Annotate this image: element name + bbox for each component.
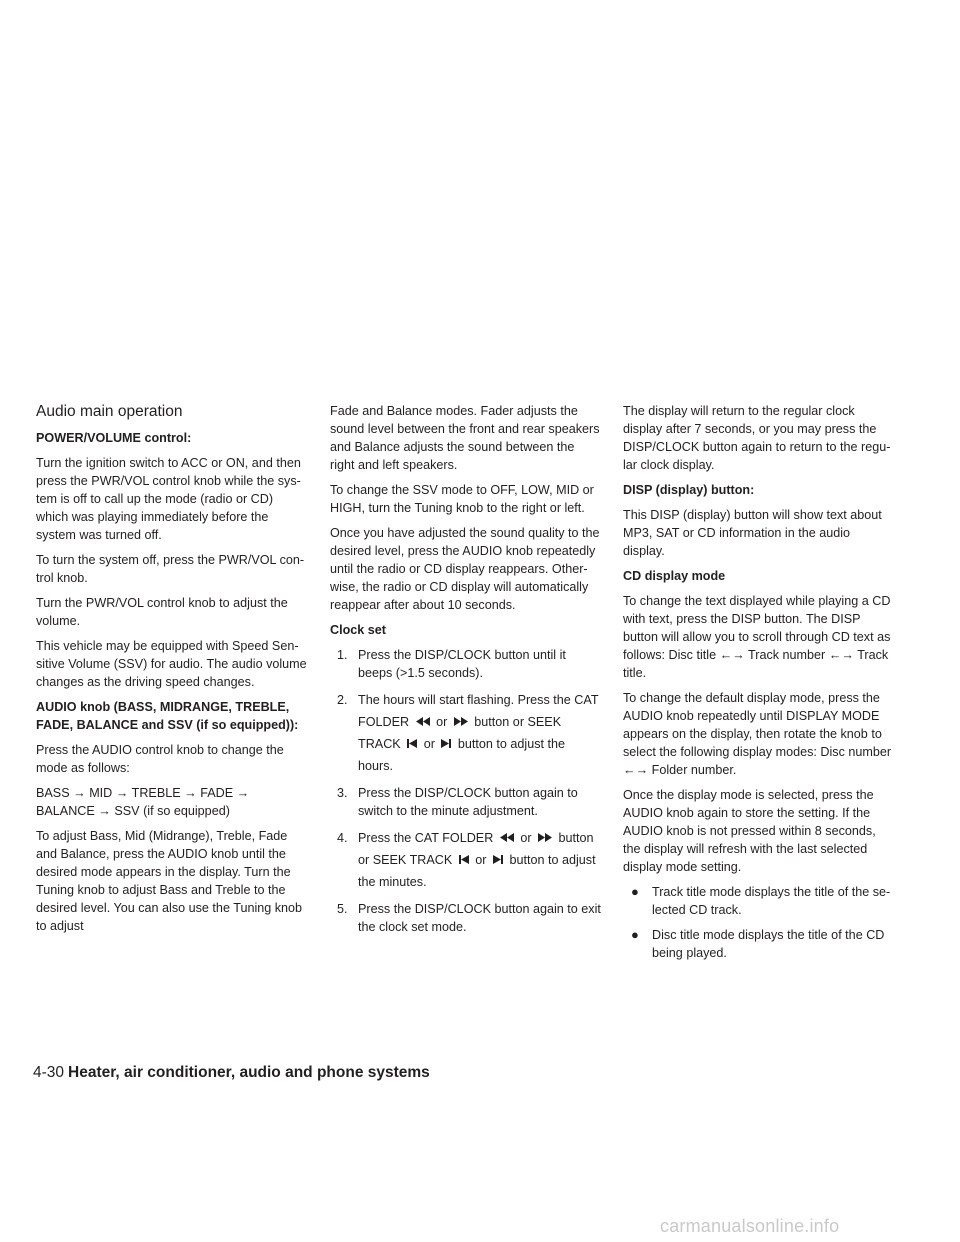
or-label: or (475, 853, 487, 867)
bullet-text: Disc title mode displays the title of the CD being played. (652, 928, 885, 960)
bullet-text: Track title mode displays the title of the se- lected CD track. (652, 885, 891, 917)
or-label: or (520, 831, 532, 845)
step-text: button or SEEK TRACK (358, 831, 594, 867)
column-3 (623, 402, 895, 969)
paragraph: To change the default display mode, press the AUDIO knob repeatedly until DISPLAY MODE appears on the display, then rotate the knob to select the following display modes: Disc number ←→ Folder number. (623, 691, 892, 777)
disp-button-heading: DISP (display) button: (623, 483, 755, 497)
step-number: 1. (337, 648, 348, 662)
audio-knob-heading: AUDIO knob (BASS, MIDRANGE, TREBLE, FADE, BALANCE and SSV (if so equipped)): (36, 700, 299, 732)
watermark: carmanualsonline.info (660, 1216, 840, 1236)
column-2 (330, 402, 602, 943)
power-volume-heading: POWER/VOLUME control: (36, 431, 192, 445)
paragraph: To adjust Bass, Mid (Midrange), Treble, Fade and Balance, press the AUDIO knob until the desired mode appears in the display. Turn the Tuning knob to adjust Bass and Treble to the desired level. You can also use the Tuning knob to adjust (36, 829, 303, 933)
step-number: 2. (337, 693, 348, 707)
page-number: 4-30 (33, 1064, 65, 1081)
paragraph: This vehicle may be equipped with Speed Sen- sitive Volume (SSV) for audio. The audio volume changes as the driving speed changes. (36, 639, 307, 689)
step-text: button or SEEK TRACK (358, 715, 562, 751)
rewind-icon (416, 717, 430, 726)
list-item (623, 926, 895, 962)
step-text: Press the CAT FOLDER (358, 831, 494, 845)
clock-set-heading: Clock set (330, 623, 386, 637)
paragraph: Fade and Balance modes. Fader adjusts the sound level between the front and rear speakers and Balance adjusts the sound between the right and left speakers. (330, 404, 600, 472)
step-text: button to adjust the hours. (358, 737, 566, 773)
fast-forward-icon (538, 833, 552, 842)
step-number: 3. (337, 786, 348, 800)
list-item (623, 883, 895, 919)
seek-forward-icon (493, 855, 503, 864)
bullet-dot-icon: ● (631, 884, 639, 899)
paragraph: This DISP (display) button will show text about MP3, SAT or CD information in the audio display. (623, 508, 882, 558)
step-number: 4. (337, 831, 348, 845)
or-label: or (423, 737, 435, 751)
section-title: Audio main operation (36, 403, 183, 420)
seek-back-icon (407, 739, 417, 748)
step-item (330, 689, 602, 777)
step-text: The hours will start flashing. Press the CAT FOLDER (358, 693, 599, 729)
paragraph: To turn the system off, press the PWR/VOL con- trol knob. (36, 553, 305, 585)
step-text: Press the DISP/CLOCK button again to exit the clock set mode. (358, 902, 601, 934)
paragraph: To change the text displayed while playing a CD with text, press the DISP button. The DISP button will allow you to scroll through CD text as follows: Disc title ←→ Track number ←→ Track title. (623, 594, 891, 680)
step-number: 5. (337, 902, 348, 916)
paragraph: The display will return to the regular clock display after 7 seconds, or you may press the DISP/CLOCK button again to return to the regu- lar clock display. (623, 404, 891, 472)
or-label: or (436, 715, 448, 729)
clock-set-steps (330, 646, 602, 936)
step-item (330, 784, 602, 820)
step-text: button to adjust the minutes. (358, 853, 596, 889)
paragraph: Turn the ignition switch to ACC or ON, and then press the PWR/VOL control knob while the sys- tem is off to call up the mode (radio or CD) which was playing immediately before the system was turned off. (36, 456, 301, 542)
page-footer (33, 1063, 430, 1083)
mode-sequence: BASS → MID → TREBLE → FADE → BALANCE → SSV (if so equipped) (36, 786, 250, 818)
step-item (330, 646, 602, 682)
fast-forward-icon (454, 717, 468, 726)
bullet-dot-icon: ● (631, 927, 639, 942)
column-1 (36, 402, 308, 942)
paragraph: Turn the PWR/VOL control knob to adjust the volume. (36, 596, 288, 628)
paragraph: To change the SSV mode to OFF, LOW, MID or HIGH, turn the Tuning knob to the right or left. (330, 483, 594, 515)
step-text: Press the DISP/CLOCK button until it beeps (>1.5 seconds). (358, 648, 566, 680)
seek-forward-icon (441, 739, 451, 748)
paragraph: Once the display mode is selected, press the AUDIO knob again to store the setting. If the AUDIO knob is not pressed within 8 seconds, the display will refresh with the last selected display mode setting. (623, 788, 876, 874)
step-item (330, 827, 602, 893)
paragraph: Press the AUDIO control knob to change the mode as follows: (36, 743, 284, 775)
cd-display-mode-heading: CD display mode (623, 569, 726, 583)
paragraph: Once you have adjusted the sound quality to the desired level, press the AUDIO knob repeatedly until the radio or CD display reappears. Other- wise, the radio or CD display will automatically reappear after about 10 seconds. (330, 526, 600, 612)
rewind-icon (500, 833, 514, 842)
step-text: Press the DISP/CLOCK button again to switch to the minute adjustment. (358, 786, 578, 818)
chapter-title: Heater, air conditioner, audio and phone systems (68, 1064, 430, 1081)
step-item (330, 900, 602, 936)
seek-back-icon (459, 855, 469, 864)
